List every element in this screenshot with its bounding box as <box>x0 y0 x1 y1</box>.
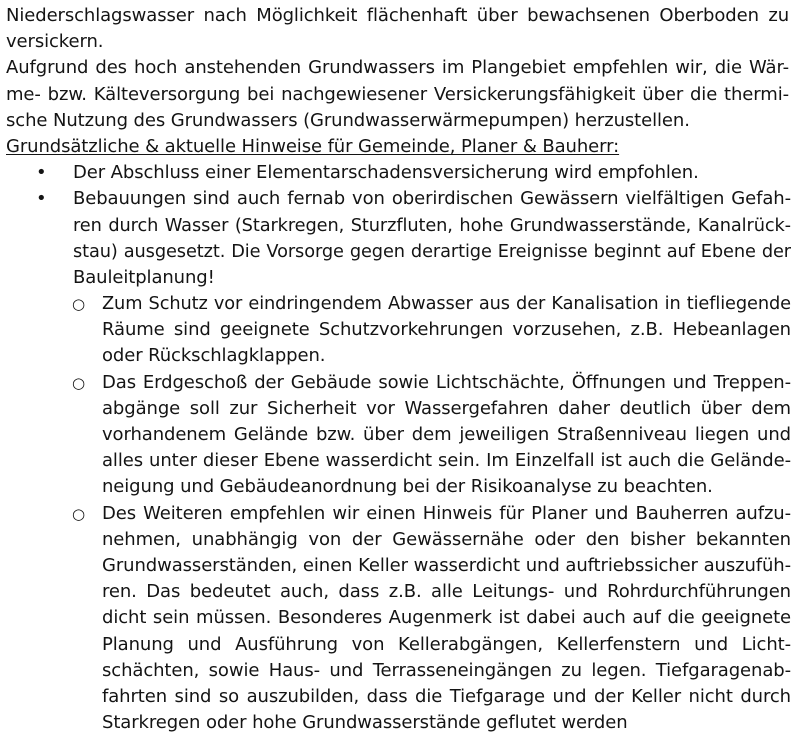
sub-list-item <box>6 501 791 736</box>
text-line: Bauleitplanung! <box>73 266 215 288</box>
list-item <box>6 160 791 186</box>
text-line: versickern. <box>6 31 104 53</box>
text-line: Planung und Ausführung von Kellerabgängen, Kellerfenstern und Licht- <box>102 633 791 655</box>
text-line: Grundwasserständen, einen Keller wasserdicht und auftriebssicher auszufüh- <box>102 554 791 576</box>
text-line: ren. Das bedeutet auch, dass z.B. alle Leitungs- und Rohrdurchführungen <box>102 581 791 603</box>
text-line: neigung und Gebäudeanordnung bei der Risikoanalyse zu beachten. <box>102 476 713 498</box>
text-line: vorhandenem Gelände bzw. über dem jeweiligen Straßenniveau liegen und <box>102 424 791 445</box>
text-line: oder Rückschlagklappen. <box>102 345 326 367</box>
text-line: Niederschlagswasser nach Möglichkeit flächenhaft über bewachsenen Oberboden zu <box>6 5 789 26</box>
circle-bullet-icon: ○ <box>72 373 86 392</box>
text-line: Räume sind geeignete Schutzvorkehrungen vorzusehen, z.B. Hebeanlagen <box>102 319 791 341</box>
text-line: Zum Schutz vor eindringendem Abwasser aus der Kanalisation in tiefliegende <box>102 294 791 315</box>
text-line: dicht sein müssen. Besonderes Augenmerk ist dabei auch auf die geeignete <box>102 607 791 629</box>
text-line: Starkregen oder hohe Grundwasserstände geflutet werden <box>102 712 628 734</box>
circle-bullet-icon: ○ <box>72 295 86 314</box>
text-line: alles unter dieser Ebene wasserdicht sein. Im Einzelfall ist auch die Gelände- <box>102 450 791 472</box>
section-heading: Grundsätzliche & aktuelle Hinweise für Gemeinde, Planer & Bauherr: <box>6 135 620 157</box>
text-line: fahrten sind so auszubilden, dass die Tiefgarage und der Keller nicht durch <box>102 685 791 707</box>
circle-bullet-icon: ○ <box>72 504 86 523</box>
text-line: Das Erdgeschoß der Gebäude sowie Lichtschächte, Öffnungen und Treppen- <box>102 371 791 393</box>
text-line: schächten, sowie Haus- und Terrasseneingängen zu legen. Tiefgaragenab- <box>102 659 791 681</box>
text-line: Aufgrund des hoch anstehenden Grundwassers im Plangebiet empfehlen wir, die Wär- <box>6 57 789 79</box>
text-line: stau) ausgesetzt. Die Vorsorge gegen derartige Ereignisse beginnt auf Ebene der <box>73 241 791 262</box>
sub-list-item <box>6 370 791 501</box>
bullet-icon: • <box>36 162 47 184</box>
text-line: Der Abschluss einer Elementarschadensversicherung wird empfohlen. <box>73 162 699 184</box>
bullet-icon: • <box>36 188 47 210</box>
text-line: ren durch Wasser (Starkregen, Sturzfluten, hohe Grundwasserstände, Kanalrück- <box>73 215 791 236</box>
intro-paragraph <box>6 3 800 134</box>
text-line: Des Weiteren empfehlen wir einen Hinweis für Planer und Bauherren aufzu- <box>102 502 791 524</box>
text-line: Bebauungen sind auch fernab von oberirdischen Gewässern vielfältigen Gefah- <box>73 188 791 210</box>
text-line: me- bzw. Kälteversorgung bei nachgewiesener Versickerungsfähigkeit über die thermi- <box>6 83 789 105</box>
text-line: abgänge soll zur Sicherheit vor Wassergefahren daher deutlich über dem <box>102 397 791 419</box>
sub-list-item <box>6 291 791 370</box>
text-line: nehmen, unabhängig von der Gewässernähe oder den bisher bekannten <box>102 528 791 550</box>
list-item <box>6 186 791 291</box>
text-line: sche Nutzung des Grundwassers (Grundwasserwärmepumpen) herzustellen. <box>6 109 690 131</box>
